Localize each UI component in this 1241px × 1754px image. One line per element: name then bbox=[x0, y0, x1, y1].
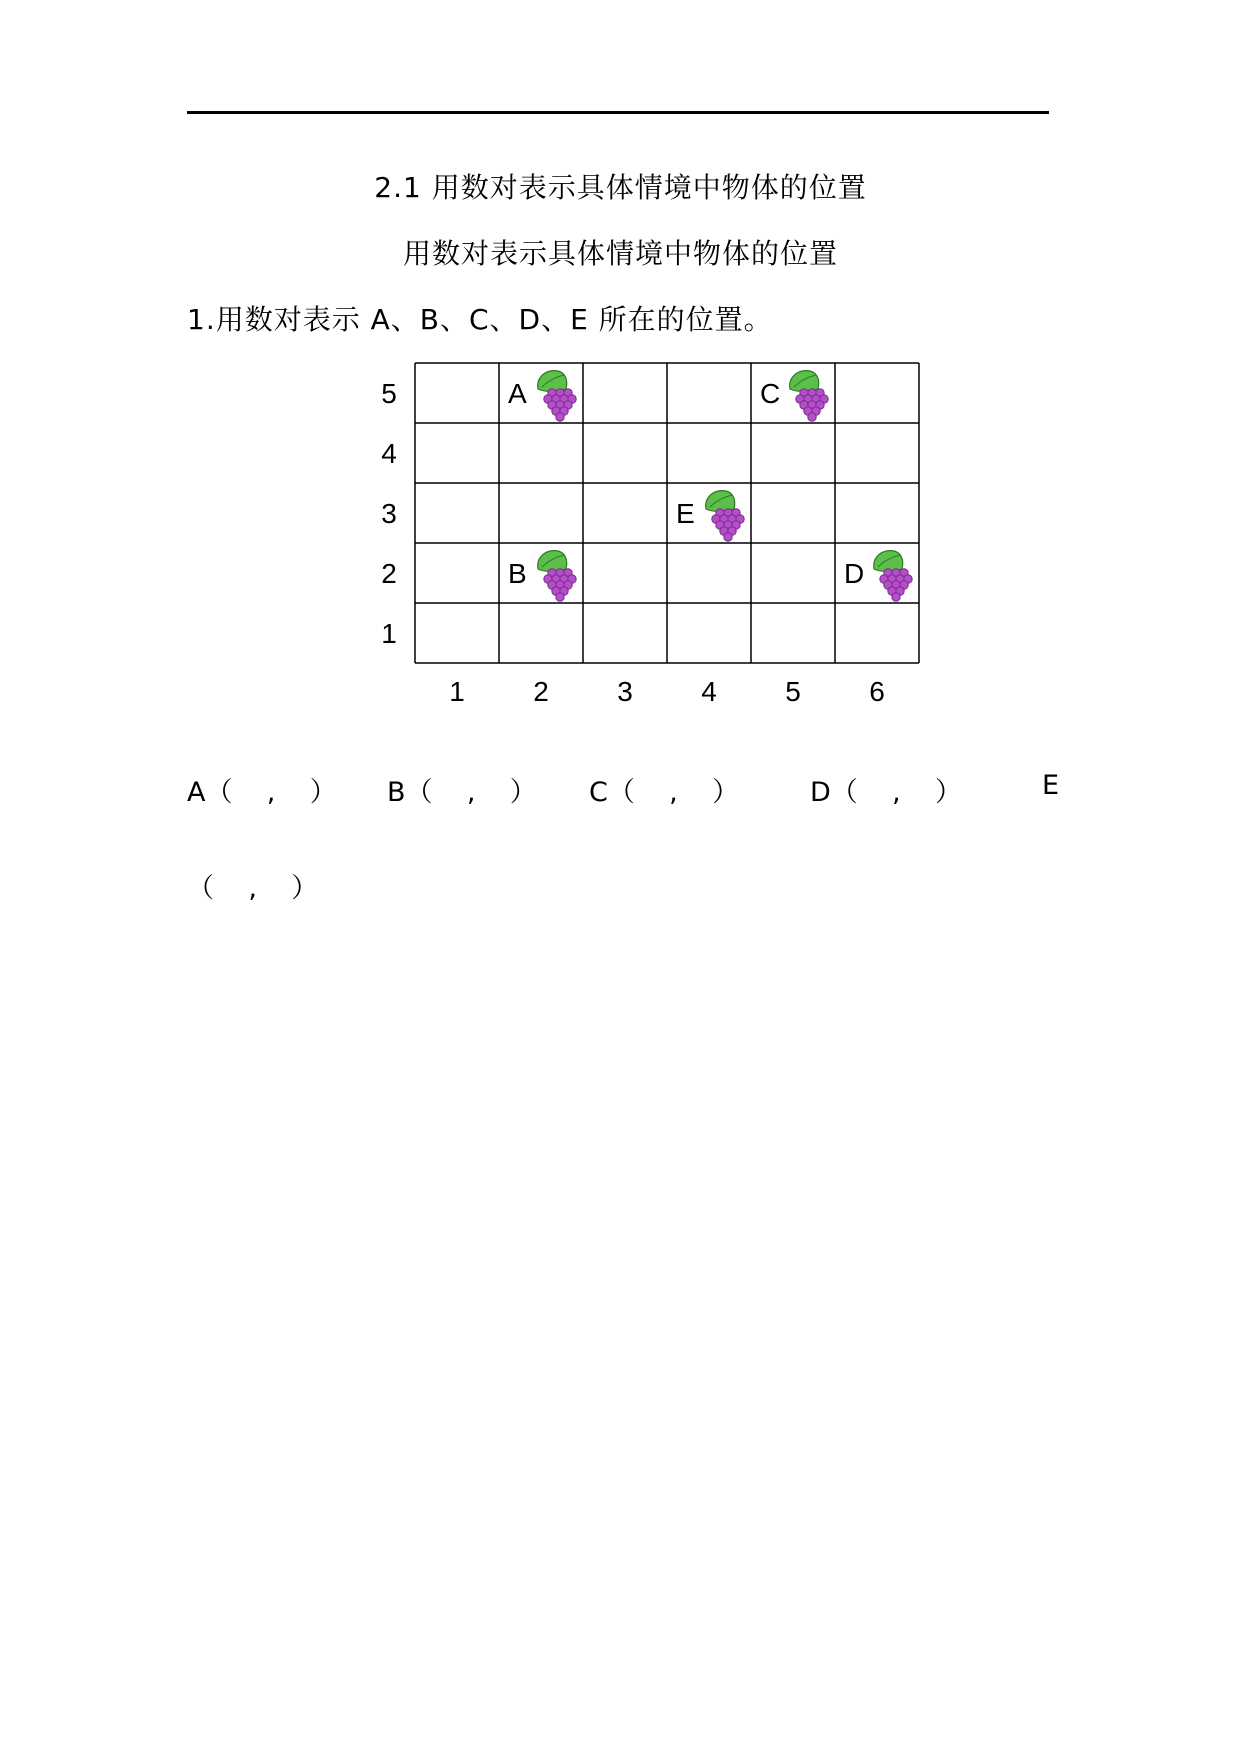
point-label-c: C bbox=[760, 378, 781, 409]
point-label-e: E bbox=[676, 498, 695, 529]
point-label-a: A bbox=[508, 378, 527, 409]
y-axis-label: 5 bbox=[381, 378, 397, 409]
x-axis-label: 4 bbox=[701, 676, 717, 707]
y-axis-label: 2 bbox=[381, 558, 397, 589]
question-text: 1.用数对表示 A、B、C、D、E 所在的位置。 bbox=[187, 303, 773, 336]
x-axis-label: 6 bbox=[869, 676, 885, 707]
x-axis-label: 2 bbox=[533, 676, 549, 707]
grape-icon bbox=[790, 371, 828, 422]
x-axis-label: 5 bbox=[785, 676, 801, 707]
answer-d: D（ , ） bbox=[810, 777, 963, 808]
y-axis-label: 3 bbox=[381, 498, 397, 529]
grape-icon bbox=[538, 371, 576, 422]
x-axis-label: 3 bbox=[617, 676, 633, 707]
header-rule bbox=[187, 111, 1049, 114]
grape-icon bbox=[706, 491, 744, 542]
answer-a: A（ , ） bbox=[187, 777, 337, 808]
x-axis-label: 1 bbox=[449, 676, 465, 707]
answer-e: E bbox=[1042, 770, 1060, 801]
section-title: 用数对表示具体情境中物体的位置 bbox=[402, 237, 838, 270]
point-label-d: D bbox=[844, 558, 865, 589]
page-title: 2.1 用数对表示具体情境中物体的位置 bbox=[374, 171, 867, 204]
y-axis-label: 4 bbox=[381, 438, 397, 469]
answer-b: B（ , ） bbox=[387, 777, 537, 808]
y-axis-label: 1 bbox=[381, 618, 397, 649]
grape-icon bbox=[538, 551, 576, 602]
answer-e-blank: （ , ） bbox=[187, 873, 319, 904]
coordinate-grid bbox=[375, 355, 935, 715]
point-label-b: B bbox=[508, 558, 527, 589]
grape-icon bbox=[874, 551, 912, 602]
answer-c: C（ , ） bbox=[589, 777, 740, 808]
